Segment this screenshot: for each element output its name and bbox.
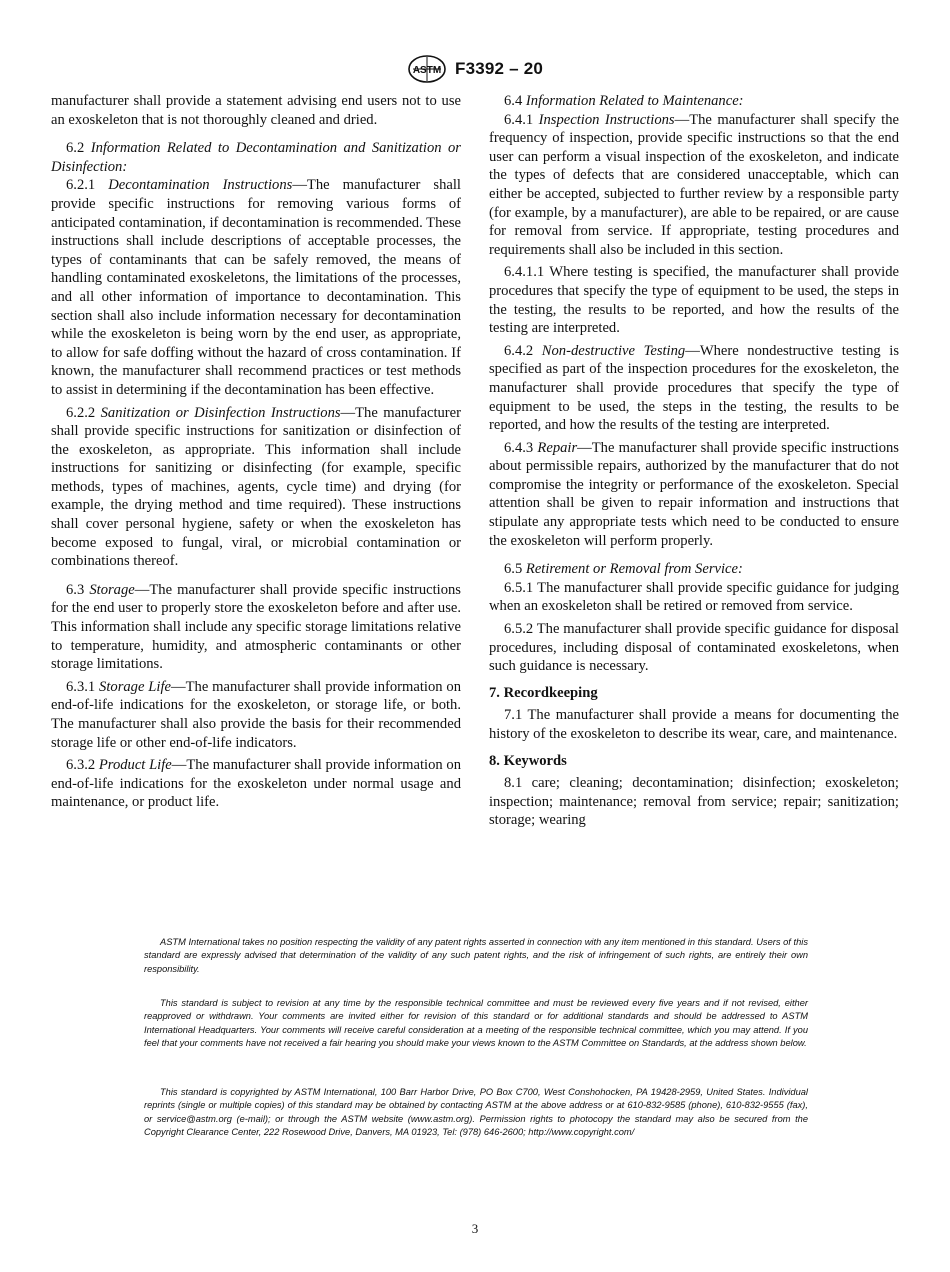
section-6-2-heading: 6.2 Information Related to Decontamination and Sanitization or Disinfection: xyxy=(51,140,461,175)
astm-logo-icon xyxy=(407,54,447,84)
section-6-5-1: 6.5.1 The manufacturer shall provide specific guidance for judging when an exoskeleton shall be retired or removed from service. xyxy=(489,579,899,615)
section-6-3: 6.3 Storage—The manufacturer shall provide specific instructions for the end user to properly store the exoskeleton before and after use. This information shall include any specific storage limitations relative to temperature, humidity, and atmospheric contaminants or other storage limitations. xyxy=(51,581,461,673)
section-6-3-1: 6.3.1 Storage Life—The manufacturer shall provide information on end-of-life indications for the exoskeleton, or storage life, or both. The manufacturer shall also provide the basis for their recommended storage life or other end-of-life indicators. xyxy=(51,678,461,751)
section-6-4-2: 6.4.2 Non-destructive Testing—Where nondestructive testing is specified as part of the inspection procedures for the exoskeleton, the manufacturer shall provide procedures that specify the type of equipment to be used, the steps in the testing, the results to be reported, and how the results of the testing are interpreted. xyxy=(489,342,900,434)
astm-logo-text: ASTM xyxy=(412,65,442,76)
section-6-4-heading: 6.4 Information Related to Maintenance: xyxy=(504,93,744,109)
section-7-1: 7.1 The manufacturer shall provide a means for documenting the history of the exoskeleton to describe its wear, care, and maintenance. xyxy=(489,707,899,742)
standard-designation: F3392 – 20 xyxy=(454,59,543,78)
left-column xyxy=(51,92,461,812)
section-8-heading: 8. Keywords xyxy=(489,752,567,769)
footer-patent-notice xyxy=(144,936,808,976)
section-6-3-2: 6.3.2 Product Life—The manufacturer shall provide information on end-of-life indications for the exoskeleton under normal usage and maintenance, or product life. xyxy=(51,757,461,811)
page-number: 3 xyxy=(471,1221,479,1236)
section-6-4-3: 6.4.3 Repair—The manufacturer shall provide specific instructions about permissible repairs, authorized by the manufacturer that do not compromise the integrity or performance of the exoskeleton. Special attention shall be given to repair information and instructions that stipulate any appropriate tests which need to be conducted to ensure the exoskeleton will perform properly. xyxy=(489,439,899,549)
copyright-notice-text: This standard is copyrighted by ASTM International, 100 Barr Harbor Drive, PO Box C700, West Conshohocken, PA 19428-2959, United States. Individual reprints (single or multiple copies) of this standard may be obtained by contacting ASTM at the above address or at 610-832-9585 (phone), 610-832-9555 (fax), or service@astm.org (e-mail); or through the ASTM website (www.astm.org). Permission rights to photocopy the standard may also be secured from the Copyright Clearance Center, 222 Rosewood Drive, Danvers, MA 01923, Tel: (978) 646-2600; http://www.copyright.com/ xyxy=(144,1087,808,1138)
page-header xyxy=(0,52,950,86)
section-6-4-1: 6.4.1 Inspection Instructions—The manufacturer shall specify the frequency of inspection, provide specific instructions so that the end user can perform a visual inspection of the exoskeleton, and indicate the types of defects that are considered unacceptable, which can either be accepted, subjected to further review by a responsible party (for example, by a manufacturer), are able to be repaired, or are cause for removal from service. If appropriate, testing procedures and requirements shall also be included in this section. xyxy=(489,111,899,258)
section-8-1: 8.1 care; cleaning; decontamination; disinfection; exoskeleton; inspection; maintenance; removal from service; repair; sanitization; storage; wearing xyxy=(489,775,899,829)
section-7-heading: 7. Recordkeeping xyxy=(489,684,598,701)
section-6-4-1-1: 6.4.1.1 Where testing is specified, the manufacturer shall provide procedures that specify the type of equipment to be used, the steps in the testing, the results to be reported, and how the results of the testing are interpreted. xyxy=(489,264,899,337)
revision-notice-text: This standard is subject to revision at any time by the responsible technical committee and must be reviewed every five years and if not revised, either reapproved or withdrawn. Your comments are invited either for revision of this standard or for additional standards and should be addressed to ASTM International Headquarters. Your comments will receive careful consideration at a meeting of the responsible technical committee, which you may attend. If you feel that your comments have not received a fair hearing you should make your views known to the ASTM Committee on Standards, at the address shown below. xyxy=(144,998,808,1049)
patent-notice-text: ASTM International takes no position respecting the validity of any patent rights asserted in connection with any item mentioned in this standard. Users of this standard are expressly advised that determination of the validity of any such patent rights, and the risk of infringement of such rights, are entirely their own responsibility. xyxy=(144,937,808,974)
right-column xyxy=(489,92,899,830)
section-6-2-2: 6.2.2 Sanitization or Disinfection Instructions—The manufacturer shall provide specific instructions for sanitization or disinfection of the exoskeleton, as appropriate. This information shall include instructions for sanitizing or disinfecting (for example, specific methods, types of machines, agents, cycle time) and drying (for example, the drying method and time required). These instructions shall cover personal hygiene, safety or when the exoskeleton has become exposed to fungal, viral, or microbial contamination or combinations thereof. xyxy=(51,404,462,570)
footer-copyright-notice xyxy=(144,1086,808,1140)
section-6-5-2: 6.5.2 The manufacturer shall provide specific guidance for disposal procedures, including disposal of contaminated exoskeletons, when such guidance is necessary. xyxy=(489,621,899,675)
footer-revision-notice xyxy=(144,997,808,1051)
paragraph-continuation: manufacturer shall provide a statement advising end users not to use an exoskeleton that is not thoroughly cleaned and dried. xyxy=(51,93,461,128)
section-6-2-1: 6.2.1 Decontamination Instructions—The manufacturer shall provide specific instructions for removing various forms of anticipated contamination, if decontamination is recommended. These instructions shall include descriptions of acceptable processes, the types of contaminants that can be safely removed, the means of handling contaminated exoskeletons, the limitations of the processes, and all other information of importance to decontamination. This section shall also include information necessary for decontamination while the exoskeleton is being worn by the end user, as appropriate, to allow for safe doffing without the hazard of cross contamination. If known, the manufacturer shall recommend practices or test methods to assist in determining if the decontamination has been effective. xyxy=(51,177,461,398)
section-6-5-heading: 6.5 Retirement or Removal from Service: xyxy=(504,561,743,578)
